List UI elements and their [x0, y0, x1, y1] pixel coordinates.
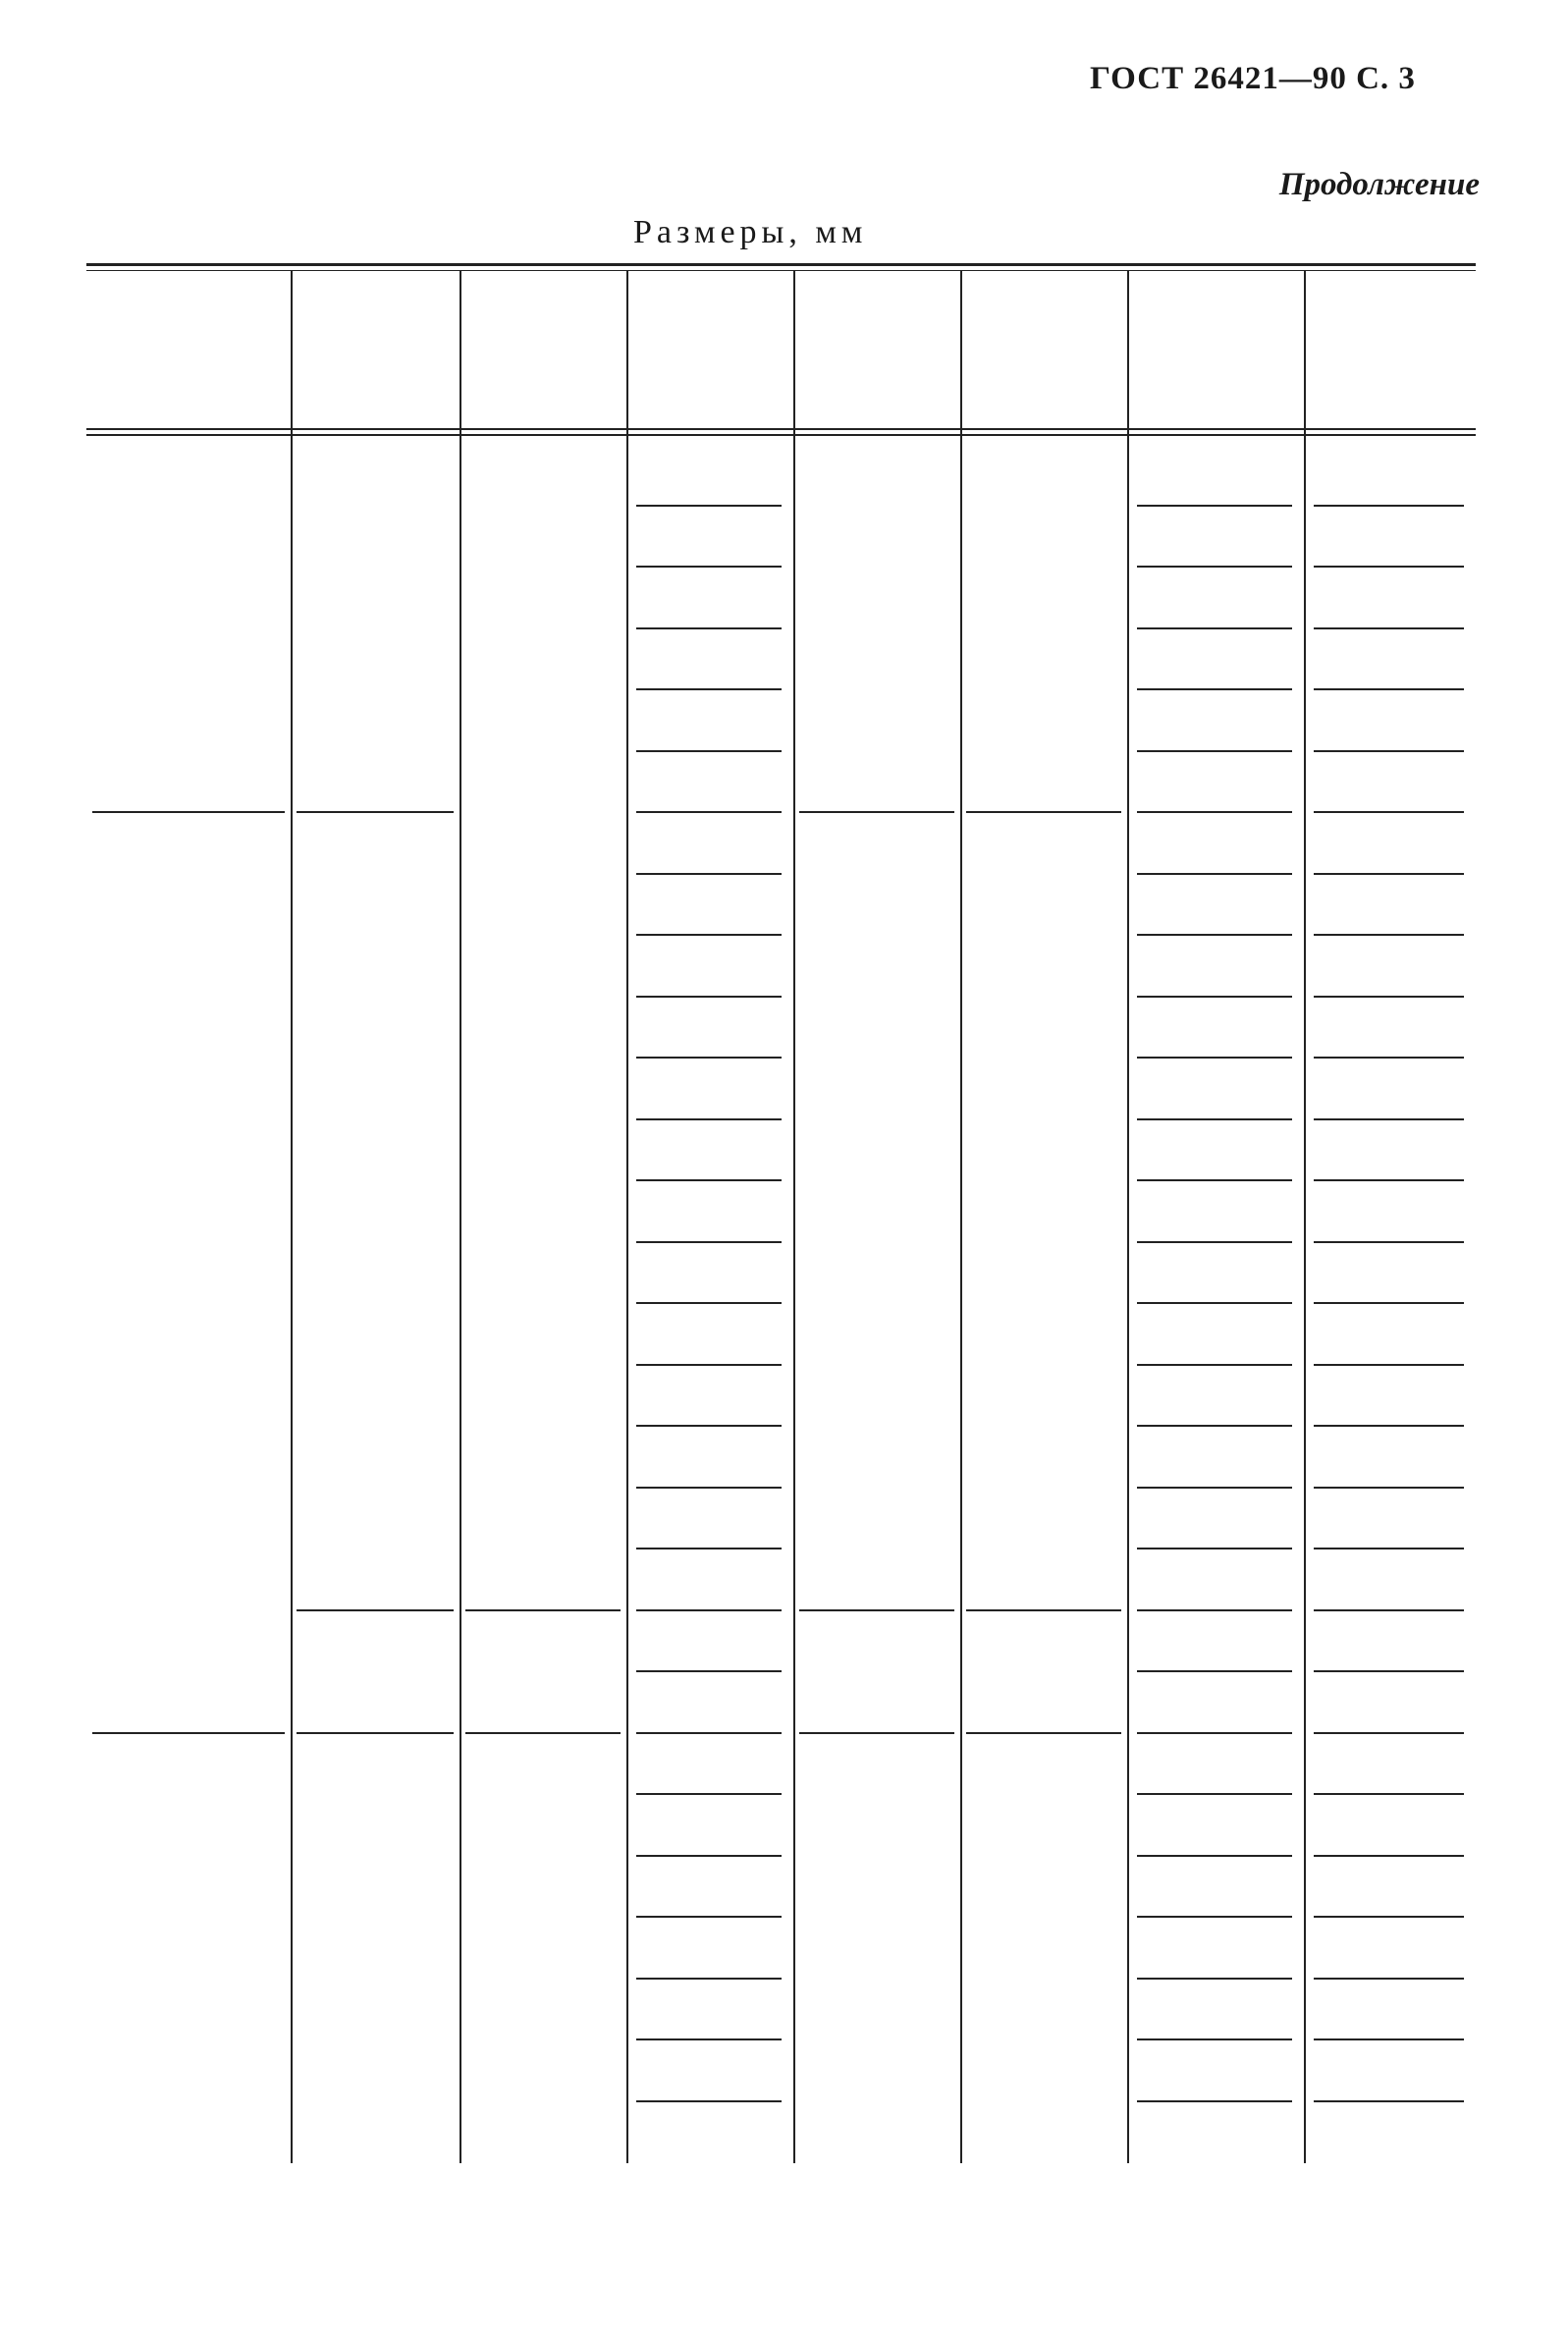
cell-s — [626, 827, 793, 862]
cell-s — [626, 1502, 793, 1538]
cell-mass — [1304, 1380, 1476, 1415]
cell-mass — [1304, 1502, 1476, 1538]
row-rule-s — [636, 1670, 782, 1672]
cell-s — [626, 1380, 793, 1415]
merged-H — [291, 1658, 460, 1694]
cell-blank — [1127, 581, 1304, 617]
row-rule-s — [636, 996, 782, 998]
header-volume — [793, 273, 960, 426]
column-divider — [460, 271, 461, 2163]
row-rule-s — [636, 1302, 782, 1304]
cell-s — [626, 1011, 793, 1047]
cell-blank — [1127, 1748, 1304, 1783]
document-code: ГОСТ 26421—90 С. 3 — [1090, 61, 1416, 96]
row-rule-s — [636, 1179, 782, 1181]
cell-mass — [1304, 581, 1476, 617]
merged-area — [960, 1198, 1127, 1233]
row-rule-blank — [1137, 1302, 1292, 1304]
cell-blank — [1127, 1502, 1304, 1538]
merged-D — [86, 616, 291, 651]
cell-s — [626, 950, 793, 985]
table-top-rule — [86, 263, 1476, 266]
row-rule-mass — [1314, 1978, 1464, 1980]
group-rule-H — [297, 1609, 454, 1611]
continuation-label: Продолжение — [1278, 167, 1480, 202]
cell-s — [626, 1563, 793, 1599]
row-rule-blank — [1137, 566, 1292, 568]
row-rule-s — [636, 1057, 782, 1059]
cell-s — [626, 1748, 793, 1783]
cell-mass — [1304, 1931, 1476, 1967]
row-rule-mass — [1314, 1487, 1464, 1489]
row-rule-mass — [1314, 811, 1464, 813]
row-rule-blank — [1137, 1425, 1292, 1427]
row-rule-mass — [1314, 934, 1464, 936]
row-rule-s — [636, 1241, 782, 1243]
row-rule-mass — [1314, 1855, 1464, 1857]
cell-mass — [1304, 1563, 1476, 1599]
row-rule-mass — [1314, 688, 1464, 690]
merged-area — [960, 1658, 1127, 1694]
cell-mass — [1304, 1134, 1476, 1169]
cell-mass — [1304, 1993, 1476, 2029]
cell-mass — [1304, 1318, 1476, 1353]
group-rule-volume — [799, 811, 954, 813]
row-rule-mass — [1314, 1364, 1464, 1366]
row-rule-mass — [1314, 1425, 1464, 1427]
cell-s — [626, 1871, 793, 1906]
row-rule-blank — [1137, 2038, 1292, 2040]
cell-mass — [1304, 520, 1476, 556]
header-D — [86, 273, 291, 426]
row-rule-s — [636, 2038, 782, 2040]
row-rule-blank — [1137, 996, 1292, 998]
cell-blank — [1127, 950, 1304, 985]
cell-blank — [1127, 2054, 1304, 2090]
row-rule-mass — [1314, 1179, 1464, 1181]
cell-blank — [1127, 1931, 1304, 1967]
group-rule-area — [966, 1609, 1121, 1611]
merged-volume — [793, 1934, 960, 1970]
group-rule-H — [297, 811, 454, 813]
cell-blank — [1127, 1563, 1304, 1599]
cell-blank — [1127, 1809, 1304, 1844]
merged-area — [960, 616, 1127, 651]
row-rule-s — [636, 1364, 782, 1366]
header-bottom-rule — [86, 428, 1476, 430]
cell-mass — [1304, 950, 1476, 985]
header-bottom-rule-2 — [86, 434, 1476, 436]
cell-mass — [1304, 2116, 1476, 2151]
cell-mass — [1304, 1871, 1476, 1906]
cell-blank — [1127, 1625, 1304, 1660]
row-rule-blank — [1137, 873, 1292, 875]
row-rule-mass — [1314, 1548, 1464, 1549]
row-rule-s — [636, 750, 782, 752]
cell-mass — [1304, 1072, 1476, 1108]
group-rule-volume — [799, 1732, 954, 1734]
row-rule-mass — [1314, 1118, 1464, 1120]
cell-s — [626, 889, 793, 924]
cell-mass — [1304, 827, 1476, 862]
row-rule-blank — [1137, 934, 1292, 936]
merged-volume — [793, 1198, 960, 1233]
cell-s — [626, 1195, 793, 1230]
row-rule-mass — [1314, 1916, 1464, 1918]
row-rule-s — [636, 1609, 782, 1611]
row-rule-mass — [1314, 996, 1464, 998]
cell-blank — [1127, 643, 1304, 679]
group-rule-D — [92, 811, 285, 813]
group-rule-D — [92, 1732, 285, 1734]
row-rule-s — [636, 2100, 782, 2102]
cell-s — [626, 1686, 793, 1721]
cell-s — [626, 1440, 793, 1476]
group-rule-h — [465, 1732, 621, 1734]
merged-h — [460, 1014, 626, 1050]
cell-blank — [1127, 1871, 1304, 1906]
cell-blank — [1127, 1686, 1304, 1721]
row-rule-s — [636, 1487, 782, 1489]
group-rule-volume — [799, 1609, 954, 1611]
cell-mass — [1304, 1809, 1476, 1844]
row-rule-s — [636, 934, 782, 936]
row-rule-blank — [1137, 1487, 1292, 1489]
cell-s — [626, 1318, 793, 1353]
merged-H — [291, 1198, 460, 1233]
cell-s — [626, 1072, 793, 1108]
cell-blank — [1127, 1257, 1304, 1292]
row-rule-blank — [1137, 627, 1292, 629]
cell-blank — [1127, 1440, 1304, 1476]
cell-mass — [1304, 643, 1476, 679]
cell-blank — [1127, 889, 1304, 924]
cell-s — [626, 581, 793, 617]
cell-mass — [1304, 889, 1476, 924]
row-rule-blank — [1137, 1057, 1292, 1059]
header-s — [626, 273, 793, 426]
cell-s — [626, 2054, 793, 2090]
row-rule-mass — [1314, 1732, 1464, 1734]
cell-mass — [1304, 1195, 1476, 1230]
cell-blank — [1127, 1318, 1304, 1353]
cell-mass — [1304, 766, 1476, 801]
row-rule-mass — [1314, 2038, 1464, 2040]
cell-s — [626, 1931, 793, 1967]
row-rule-blank — [1137, 1855, 1292, 1857]
row-rule-s — [636, 1425, 782, 1427]
cell-blank — [1127, 520, 1304, 556]
cell-s — [626, 1625, 793, 1660]
row-rule-s — [636, 627, 782, 629]
row-rule-s — [636, 1855, 782, 1857]
cell-s — [626, 459, 793, 494]
row-rule-s — [636, 566, 782, 568]
row-rule-blank — [1137, 1609, 1292, 1611]
row-rule-blank — [1137, 1670, 1292, 1672]
row-rule-mass — [1314, 566, 1464, 568]
dimensions-table — [86, 263, 1476, 2178]
row-rule-mass — [1314, 1609, 1464, 1611]
row-rule-blank — [1137, 811, 1292, 813]
cell-mass — [1304, 1257, 1476, 1292]
cell-s — [626, 2116, 793, 2151]
cell-mass — [1304, 704, 1476, 739]
row-rule-mass — [1314, 1793, 1464, 1795]
row-rule-s — [636, 811, 782, 813]
row-rule-blank — [1137, 1179, 1292, 1181]
cell-s — [626, 520, 793, 556]
row-rule-blank — [1137, 1241, 1292, 1243]
group-rule-h — [465, 1609, 621, 1611]
merged-H — [291, 1934, 460, 1970]
row-rule-blank — [1137, 1978, 1292, 1980]
merged-volume — [793, 616, 960, 651]
table-top-rule-2 — [86, 270, 1476, 271]
row-rule-blank — [1137, 750, 1292, 752]
cell-blank — [1127, 1134, 1304, 1169]
merged-volume — [793, 1658, 960, 1694]
header-mass — [1304, 273, 1476, 426]
merged-area — [960, 1934, 1127, 1970]
row-rule-mass — [1314, 1241, 1464, 1243]
row-rule-blank — [1137, 1732, 1292, 1734]
cell-blank — [1127, 1993, 1304, 2029]
units-label: Размеры, мм — [633, 214, 868, 250]
cell-mass — [1304, 2054, 1476, 2090]
cell-s — [626, 1134, 793, 1169]
group-rule-area — [966, 811, 1121, 813]
cell-blank — [1127, 827, 1304, 862]
cell-s — [626, 1993, 793, 2029]
cell-blank — [1127, 766, 1304, 801]
row-rule-blank — [1137, 1118, 1292, 1120]
cell-blank — [1127, 1011, 1304, 1047]
row-rule-mass — [1314, 750, 1464, 752]
row-rule-s — [636, 1916, 782, 1918]
row-rule-mass — [1314, 627, 1464, 629]
row-rule-blank — [1137, 2100, 1292, 2102]
row-rule-s — [636, 1732, 782, 1734]
row-rule-s — [636, 1793, 782, 1795]
header-h — [460, 273, 626, 426]
group-rule-H — [297, 1732, 454, 1734]
header-blank — [1127, 273, 1304, 426]
cell-mass — [1304, 1625, 1476, 1660]
row-rule-s — [636, 1118, 782, 1120]
row-rule-mass — [1314, 1670, 1464, 1672]
row-rule-blank — [1137, 688, 1292, 690]
cell-blank — [1127, 1380, 1304, 1415]
header-H — [291, 273, 460, 426]
cell-mass — [1304, 459, 1476, 494]
group-rule-area — [966, 1732, 1121, 1734]
cell-mass — [1304, 1686, 1476, 1721]
cell-blank — [1127, 1072, 1304, 1108]
cell-s — [626, 704, 793, 739]
merged-h — [460, 1658, 626, 1694]
row-rule-s — [636, 505, 782, 507]
row-rule-blank — [1137, 1793, 1292, 1795]
row-rule-blank — [1137, 505, 1292, 507]
header-area — [960, 273, 1127, 426]
cell-s — [626, 766, 793, 801]
merged-H — [291, 616, 460, 651]
cell-mass — [1304, 1440, 1476, 1476]
cell-mass — [1304, 1011, 1476, 1047]
row-rule-s — [636, 688, 782, 690]
cell-blank — [1127, 459, 1304, 494]
cell-s — [626, 643, 793, 679]
row-rule-s — [636, 1548, 782, 1549]
cell-s — [626, 1809, 793, 1844]
cell-blank — [1127, 704, 1304, 739]
row-rule-mass — [1314, 1302, 1464, 1304]
cell-s — [626, 1257, 793, 1292]
row-rule-s — [636, 1978, 782, 1980]
row-rule-mass — [1314, 873, 1464, 875]
merged-D — [86, 1260, 291, 1295]
row-rule-blank — [1137, 1916, 1292, 1918]
row-rule-mass — [1314, 505, 1464, 507]
cell-mass — [1304, 1748, 1476, 1783]
row-rule-blank — [1137, 1364, 1292, 1366]
row-rule-mass — [1314, 2100, 1464, 2102]
merged-h — [460, 1934, 626, 1970]
merged-D — [86, 1934, 291, 1970]
row-rule-blank — [1137, 1548, 1292, 1549]
cell-blank — [1127, 1195, 1304, 1230]
row-rule-mass — [1314, 1057, 1464, 1059]
row-rule-s — [636, 873, 782, 875]
cell-blank — [1127, 2116, 1304, 2151]
